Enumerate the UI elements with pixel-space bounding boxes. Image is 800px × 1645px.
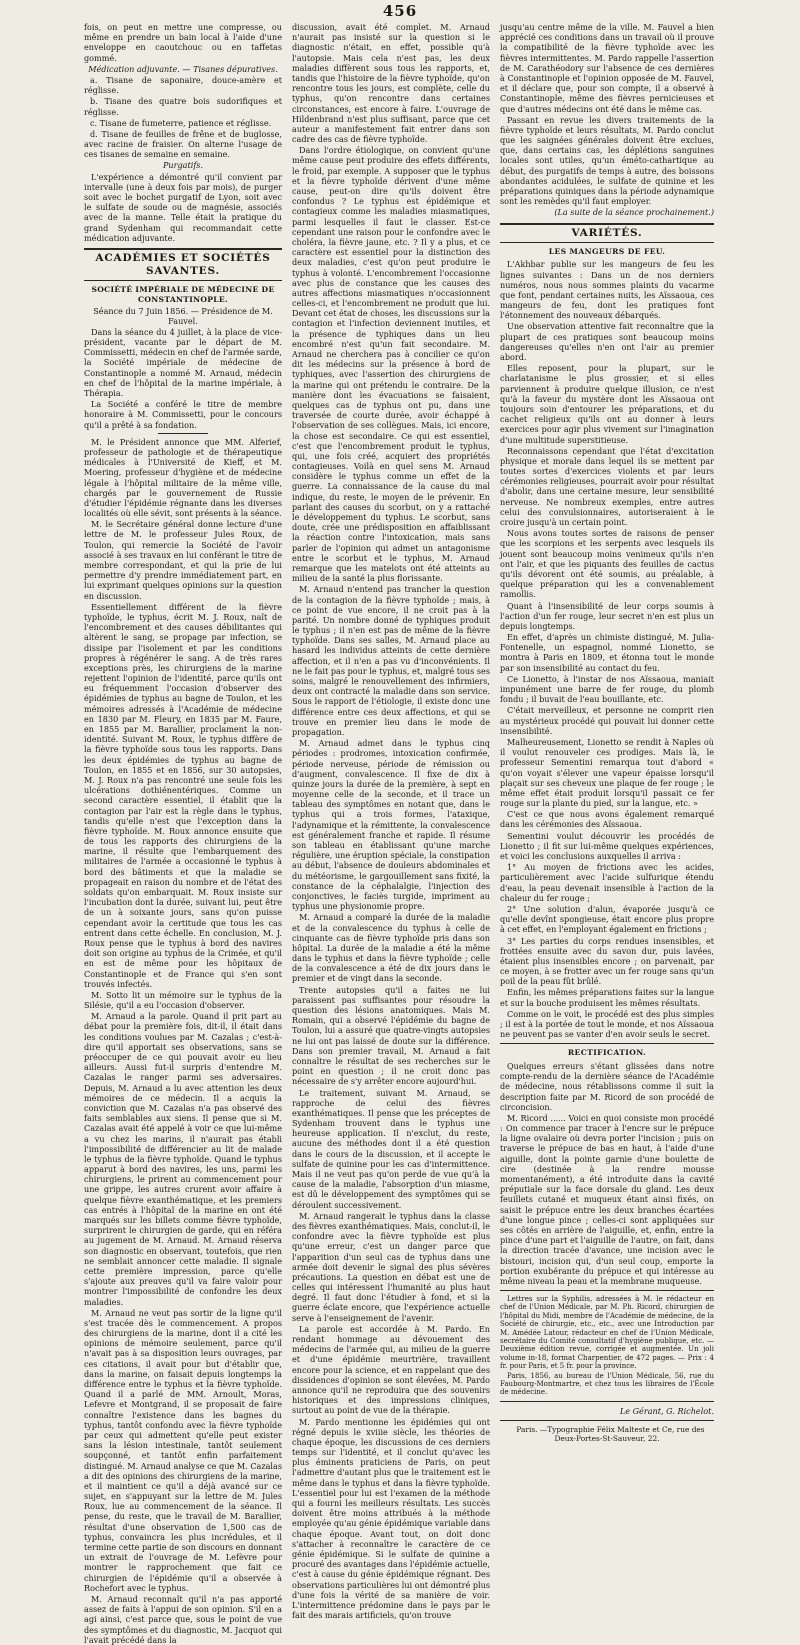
medication-heading: Médication adjuvante. — Tisanes dépuratives. [88, 63, 278, 74]
society-heading: SOCIÉTÉ IMPÉRIALE DE MÉDECINE DE CONSTANTINOPLE. [91, 285, 275, 304]
section-divider [84, 248, 282, 250]
body-paragraph: 1° Au moyen de frictions avec les acides, particulièrement avec l'acide sulfurique étendu d'eau, la peau devenait insensible à l'action de la chaleur du fer rouge ; [500, 862, 714, 903]
body-paragraph: Enfin, les mêmes préparations faites sur la langue et sur la bouche produisent les mêmes résultats. [500, 987, 714, 1008]
column-1 [84, 22, 282, 1645]
purgatifs-text: L'expérience a démontré qu'il convient par intervalle (une à deux fois par mois), de purger soit avec le bochet purgatif de Lyon, soit avec le sulfate de soude ou de magnésie, associés avec de la manne. Telle était la pratique du grand Sydenham qui recommandait cette médication adjuvante. [84, 171, 282, 243]
academies-heading: ACADÉMIES ET SOCIÉTÉS SAVANTES. [95, 251, 271, 278]
body-paragraph: Essentiellement différent de la fièvre typhoïde, le typhus, écrit M. J. Roux, naît de l'encombrement et des causes débilitantes qui altèrent le sang, se propage par infection, se dissipe par l'isolement et par les conditions propres à régénérer le sang. A de très rares exceptions près, les chirurgiens de la marine rejettent l'opinion de l'identité, parce qu'ils ont eu fréquemment l'occasion d'observer des épidémies de typhus au bagne de Toulon, et les mémoires adressés à l'Académie de médecine en 1830 par M. Fleury, en 1835 par M. Faure, en 1855 par M. Barallier, proclament la non-identité. Suivant M. Roux, le typhus diffère de la fièvre typhoïde sous tous les rapports. Dans les deux épidémies de typhus au bagne de Toulon, en 1855 et en 1856, sur 30 autopsies, M. J. Roux n'a pas rencontré une seule fois les ulcérations dothiénentériques. Comme un second caractère essentiel, il établit que la contagion par l'air est la règle dans le typhus, tandis qu'elle n'est que l'exception dans la fièvre typhoïde. M. Roux annonce ensuite que de tous les rapports des chirurgiens de la marine, il résulte que l'embarquement des militaires de l'armée a occasionné le typhus à bord des bâtiments et que la maladie se propageait en raison du nombre et de l'état des soldats qu'on embarquait. M. Roux insiste sur l'incubation dont la durée, suivant lui, peut être de un à soixante jours, sans qu'on puisse cependant avoir la certitude que tous les cas entrent dans cette échelle. En conclusion, M. J. Roux pense que le typhus à bord des navires doit son origine au typhus de la Crimée, et qu'il en est de même pour les hôpitaux de Constantinople et de France qui s'en sont trouvés infectés. [84, 601, 282, 989]
body-paragraph: Quelques erreurs s'étant glissées dans notre compte-rendu de la dernière séance de l'Académie de médecine, nous rétablissons comme il suit la description faite par M. Ricord de son procédé de circoncision. [500, 1060, 714, 1112]
body-paragraph: Quant à l'insensibilité de leur corps soumis à l'action d'un fer rouge, leur secret n'en est plus un depuis longtemps. [500, 600, 714, 631]
short-divider [158, 433, 208, 434]
intro-text: fois, on peut en mettre une compresse, ou même en prendre un bain local à l'aide d'une enveloppe en caoutchouc ou en taffetas gommé. [84, 22, 282, 63]
body-paragraph: L'Akhbar publie sur les mangeurs de feu les lignes suivantes : Dans un de nos derniers numéros, nous nous sommes plaints du vacarme que font, pendant certaines nuits, les Aïssaoua, ces mangeurs de feu, dont les pratiques font l'étonnement des nouveaux débarqués. [500, 259, 714, 321]
purgatifs-heading: Purgatifs. [162, 160, 204, 171]
body-paragraph: C'était merveilleux, et personne ne comprit rien au mystérieux procédé qui pouvait lui donner cette insensibilité. [500, 705, 714, 736]
body-paragraph: M. le Président annonce que MM. Alferief, professeur de pathologie et de thérapeutique médicales à l'Université de Kieff, et M. Moering, professeur d'hygiène et de médecine légale à l'hôpital militaire de la même ville, chargés par le gouvernement de Russie d'étudier l'épidémie régnante dans les diverses localités où elle sévit, sont présents à la séance. [84, 436, 282, 519]
body-paragraph: M. Arnaud reconnaît qu'il n'a pas apporté assez de faits à l'appui de son opinion. S'il en a agi ainsi, c'est parce que, sous le point de vue des symptômes et du diagnostic, M. Jacquot qui l'avait précédé dans la [84, 1593, 282, 1645]
body-paragraph: Le traitement, suivant M. Arnaud, se rapproche de celui des fièvres exanthématiques. Il pense que les préceptes de Sydenham trouvent dans le typhus une heureuse application. Il n'exclut, du reste, aucune des méthodes dont il a été question dans le cours de la discussion, et il accepte le sulfate de quinine pour les cas d'intermittence. Mais il ne veut pas qu'on perde de vue qu'à la cause de la maladie, l'absorption d'un miasme, est dû le développement des symptômes qui se déroulent successivement. [292, 1087, 490, 1210]
body-paragraph: Reconnaissons cependant que l'état d'excitation physique et morale dans lequel ils se mettent par toutes sortes d'exercices violents et par leurs cérémonies religieuses, pourrait avoir pour résultat d'abolir, dans une certaine mesure, leur sensibilité nerveuse. Ne nombreux exemples, entre autres celui des convulsionnaires, autoriseraient à le croire jusqu'à un certain point. [500, 445, 714, 528]
body-paragraph: M. Arnaud n'entend pas trancher la question de la contagion de la fièvre typhoïde ; mais, à ce point de vue encore, il ne croit pas à la parité. Un nombre donné de typhiques produit le typhus ; il n'en est pas de même de la fièvre typhoïde. Dans ses salles, M. Arnaud place au hasard les individus atteints de cette dernière affection, et il n'en a pas vu d'inconvénients. Il ne le fait pas pour le typhus, et, malgré tous ses soins, malgré le renouvellement des infirmiers, deux ont contracté la maladie dans son service. Sous le rapport de l'étiologie, il existe donc une différence entre ces deux affections, et qui se trouve en premier lieu dans le mode de propagation. [292, 584, 490, 737]
body-paragraph: M. Arnaud a comparé la durée de la maladie et de la convalescence du typhus à celle de cinquante cas de fièvre typhoïde pris dans son hôpital. La durée de la maladie a été la même dans le typhus et dans la fièvre typhoïde ; celle de la convalescence a été de dix jours dans le premier et de vingt dans la seconde. [292, 912, 490, 984]
tisane-item: a. Tisane de saponaire, douce-amère et réglisse. [84, 74, 282, 96]
section-divider [500, 1420, 714, 1421]
body-paragraph: 2° Une solution d'alun, évaporée jusqu'à ce qu'elle devînt spongieuse, était encore plus propre à cet effet, en l'employant également en frictions ; [500, 903, 714, 935]
body-paragraph: discussion, avait été complet. M. Arnaud n'aurait pas insisté sur la question si le diagnostic n'était, en effet, possible qu'à l'autopsie. Mais cela n'est pas, les deux maladies diffèrent sous tous les rapports, et, tandis que l'histoire de la fièvre typhoïde, qu'on rencontre tous les jours, est complète, celle du typhus, qu'on rencontre dans certaines circonstances, est encore à faire. L'ouvrage de Hildenbrand n'est plus suffisant, parce que cet auteur a manifestement fait entrer dans son cadre des cas de fièvre typhoïde. [292, 22, 490, 145]
body-paragraph: Elles reposent, pour la plupart, sur le charlatanisme le plus grossier, et si elles parviennent à produire quelque illusion, ce n'est qu'à la faveur du mystère dont les Aïssaoua ont toujours soin d'entourer les préparations, et du cachet religieux qu'ils ont au donner à leurs exercices pour agir plus vivement sur l'imagination d'une multitude superstitieuse. [500, 363, 714, 445]
book-notice: Lettres sur la Syphilis, adressées à M. le rédacteur en chef de l'Union Médicale, par M. Ph. Ricord, chirurgien de l'hôpital du Midi, membre de l'Académie de médecine, de la Société de chirurgie, etc., etc., avec une Introduction par M. Amédée Latour, rédacteur en chef de l'Union Médicale, secrétaire du Comité consultatif d'hygiène publique, etc. — Deuxième édition revue, corrigée et augmentée. Un joli volume in-18, format Charpentier, de 472 pages. — Prix : 4 fr. pour Paris, et 5 fr. pour la province. [500, 1295, 714, 1371]
body-paragraph: M. Sotto lit un mémoire sur le typhus de la Silésie, qu'il a eu l'occasion d'observer. [84, 989, 282, 1011]
tisane-item: c. Tisane de fumeterre, patience et réglisse. [90, 117, 272, 128]
column-3 [500, 22, 714, 1444]
section-divider [500, 242, 714, 243]
body-paragraph: Comme on le voit, le procédé est des plus simples ; il est à la portée de tout le monde, et nos Aïssaoua ne peuvent pas se vanter d'en avoir seuls le secret. [500, 1008, 714, 1040]
body-paragraph: 3° Les parties du corps rendues insensibles, et frottées ensuite avec du savon dur, puis lavées, étaient plus insensibles encore ; on parvenait, par ce moyen, à se frotter avec un fer rouge sans qu'un poil de la peau fût brûlé. [500, 935, 714, 987]
body-paragraph: C'est ce que nous avons également remarqué dans les cérémonies des Aïssaoua. [500, 809, 714, 830]
column-2 [292, 22, 490, 1621]
section-divider [500, 1043, 714, 1044]
tisane-item: b. Tisane des quatre bois sudorifiques et réglisse. [84, 96, 282, 117]
body-paragraph: Dans l'ordre étiologique, on convient qu'une même cause peut produire des effets différents, le froid, par exemple. A supposer que le typhus et la fièvre typhoïde dérivent d'une même cause, peut-on dire qu'ils doivent être confondus ? Le typhus est épidémique et contagieux comme les maladies miasmatiques, parmi lesquelles il faut le classer. Est-ce cependant une raison pour le confondre avec le choléra, la fièvre jaune, etc. ? Il y a plus, et ce caractère est essentiel pour la distinction des deux maladies, c'est qu'on peut produire le typhus à volonté. L'encombrement l'occasionne avec plus de constance que les causes des autres affections miasmatiques n'occasionnent celles-ci, et l'encombrement ne produit que lui. Devant cet état de choses, les discussions sur la contagion et l'infection deviennent inutiles, et la présence de typhiques dans un lieu encombré n'est qu'un fait secondaire. M. Arnaud ne cherchera pas à concilier ce qu'on dit les médecins sur la présence à bord de typhiques, avec l'assertion des chirurgiens de la marine qui ont prétendu le contraire. De la manière dont les évacuations se faisaient, quelques cas de typhus ont pu, dans une traversée de courte durée, avoir échappé à l'observation de ses collègues. Mais, ici encore, la chose est secondaire. Ce qui est essentiel, c'est que l'encombrement produit le typhus, qui, une fois créé, acquiert des propriétés contagieuses. Voilà en quel sens M. Arnaud considère le typhus comme un effet de la guerre. La connaissance de la cause du mal indique, du reste, le moyen de le prévenir. En parlant des causes du scorbut, on y a rattaché le développement du typhus. Le scorbut, sans doute, crée une prédisposition en affaiblissant la réaction contre l'intoxication, mais sans parler de l'opinion qui admet un antagonisme entre le scorbut et le typhus, M. Arnaud remarque que les matelots ont été atteints au milieu de la santé la plus florissante. [292, 145, 490, 584]
body-paragraph: Malheureusement, Lionetto se rendit à Naples où il voulut renouveler ces prodiges. Mais là, le professeur Sementini remarqua tout d'abord « qu'on voyait s'élever une vapeur épaisse lorsqu'il plaçait sur ses cheveux une plaque de fer rouge ; le même effet était produit lorsqu'il passait ce fer rouge sur la plante du pied, sur la langue, etc. » [500, 736, 714, 809]
body-paragraph: La Société a conféré le titre de membre honoraire à M. Commissetti, pour le concours qu'il a prêté à sa fondation. [84, 399, 282, 430]
body-paragraph: M. Arnaud ne veut pas sortir de la ligne qu'il s'est tracée dès le commencement. A propos des chirurgiens de la marine, dont il a cité les opinions de mémoire seulement, parce qu'il n'avait pas à sa disposition leurs ouvrages, par ces citations, il avait pour but d'établir que, dans la marine, on faisait depuis longtemps la différence entre le typhus et la fièvre typhoïde. Quand il a parlé de MM. Arnoult, Moras, Lefevre et Montgrand, il se proposait de faire connaître l'existence dans les bagnes du typhus, tantôt confondu avec la fièvre typhoïde par ceux qui admettent qu'elle peut exister sans la lésion intestinale, tantôt seulement soupçonné, et tantôt enfin parfaitement distingué. M. Arnaud analyse ce que M. Cazalas a dit des opinions des chirurgiens de la marine, et il maintient ce qu'il a déjà avancé sur ce sujet, en s'appuyant sur la lettre de M. Jules Roux, lue au commencement de la séance. Il pense, du reste, que le travail de M. Barallier, résultat d'une observation de 1,500 cas de typhus, convaincra les plus incrédules, et il termine cette partie de son discours en donnant un extrait de l'ouvrage de M. Lefèvre pour montrer le rapprochement que fait ce chirurgien de l'épidémie qu'il a observée à Rochefort avec le typhus. [84, 1307, 282, 1593]
body-paragraph: Une observation attentive fait reconnaître que la plupart de ces pratiques sont beaucoup moins dangereuses qu'elles n'en ont l'air au premier abord. [500, 321, 714, 363]
body-paragraph: jusqu'au centre même de la ville. M. Fauvel a bien apprécié ces conditions dans un travail où il prouve la compatibilité de la fièvre typhoïde avec les fièvres intermittentes. M. Pardo rappelle l'assertion de M. Carathéodory sur l'absence de ces dernières à Constantinople et l'opinion opposée de M. Fauvel, et il déclare que, pour son compte, il a observé à Constantinople, même des fièvres pernicieuses et que d'autres médecins ont été dans le même cas. [500, 22, 714, 114]
varietes-heading: VARIÉTÉS. [571, 226, 643, 239]
section-divider [500, 1290, 714, 1291]
mangeurs-heading: LES MANGEURS DE FEU. [548, 246, 666, 256]
rectification-heading: RECTIFICATION. [567, 1048, 647, 1058]
section-divider [500, 223, 714, 225]
body-paragraph: M. le Secrétaire général donne lecture d'une lettre de M. le professeur Jules Roux, de Toulon, qui remercie la Société de l'avoir associé à ses travaux en lui conférant le titre de membre correspondant, et qui la prie de lui permettre d'y prendre immédiatement part, en lui exprimant quelques opinions sur la question en discussion. [84, 519, 282, 601]
continuation-note: (La suite de la séance prochainement.) [554, 207, 714, 218]
section-divider [84, 280, 282, 281]
body-paragraph: En effet, d'après un chimiste distingué, M. Julia-Fontenelle, un espagnol, nommé Lionetto, se montra à Paris en 1809, et étonna tout le monde par son insensibilité au contact du feu. [500, 632, 714, 673]
book-notice-address: Paris, 1856, au bureau de l'Union Médicale, 56, rue du Faubourg-Montmartre, et chez tous les libraires de l'École de médecine. [500, 1371, 714, 1397]
body-paragraph: M. Ricord ...... Voici en quoi consiste mon procédé : On commence par tracer à l'encre sur le prépuce la ligne ovalaire où devra porter l'incision ; puis on traverse le prépuce de bas en haut, à l'aide d'une aiguille, dont la pointe garnie d'une boulette de cire (destinée à la rendre mousse momentanément), a été introduite dans la cavité préputiale sur la face dorsale du gland. Les deux feuillets cutané et muqueux étant ainsi fixés, on saisit le prépuce entre les deux branches écartées d'une longue pince ; celles-ci sont appliquées sur ses côtés en arrière de l'aiguille, et, enfin, entre la pince d'une part et l'aiguille de l'autre, on fait, dans la direction tracée d'avance, une incision avec le bistouri, incision qui, d'un seul coup, emporte la portion exubérante du prépuce et qui intéresse au même niveau la peau et la membrane muqueuse. [500, 1112, 714, 1286]
tisane-list [84, 75, 282, 160]
body-paragraph: M. Arnaud admet dans le typhus cinq périodes : prodromes, intoxication confirmée, période nerveuse, période de rémission ou d'augment, convalescence. Il fixe de dix à quinze jours la durée de la première, à sept en moyenne celle de la seconde, et il trace un tableau des symptômes en notant que, dans le typhus qui a trois formes, l'ataxique, l'adynamique et la rémittente, la convalescence est généralement franche et rapide. Il résume son tableau en établissant qu'une marche régulière, une éruption spéciale, la constipation au début, l'absence de douleurs abdominales et du météorisme, le gargouillement sans fixité, la constance de la céphalalgie, l'injection des conjonctives, le faciès turgide, impriment au typhus une physionomie propre. [292, 738, 490, 912]
body-paragraph: Nous avons toutes sortes de raisons de penser que les scorpions et les serpents avec lesquels ils jouent sont beaucoup moins venimeux qu'ils n'en ont l'air, et que les piquants des feuilles de cactus qu'ils dévorent ont été soumis, au préalable, à quelque préparation qui les a convenablement ramollis. [500, 528, 714, 600]
printer-imprint: Paris. —Typographie Félix Malteste et Ce, rue des Deux-Portes-St-Sauveur, 22. [516, 1424, 705, 1444]
body-paragraph: M. Arnaud a la parole. Quand il prit part au débat pour la première fois, dit-il, il était dans les conditions voulues par M. Cazalas ; c'est-à-dire qu'il apportait ses observations, sans se préoccuper de ce qui pouvait avoir eu lieu ailleurs. Aussi fut-il surpris d'entendre M. Cazalas le ranger parmi ses adversaires. Depuis, M. Arnaud a lu avec attention les deux mémoires de ce médecin. Il a acquis la conviction que M. Cazalas n'a pas observé des faits semblables aux siens. Il pense que si M. Cazalas avait été appelé à voir ce que lui-même a vu chez les marins, il n'aurait pas établi l'impossibilité de différencier au lit de malade le typhus de la fièvre typhoïde. Quand le typhus apparut à bord des navires, les uns, parmi les chirurgiens, le prirent au commencement pour une grippe, les autres crurent avoir affaire à quelque fièvre exanthématique, et les premiers cas entrés à l'hôpital de la marine en ont été marqués sur les billets comme fièvre typhoïde, surprirent le chirurgien de garde, qui en référa au jugement de M. Arnaud. M. Arnaud réserva son diagnostic en observant, toutefois, que rien ne semblait annoncer cette maladie. Il signale cette première impression, parce qu'elle s'ajoute aux preuves qu'il va faire valoir pour montrer l'impossibilité de confondre les deux maladies. [84, 1011, 282, 1307]
body-paragraph: M. Pardo mentionne les épidémies qui ont régné depuis le xviiie siècle, les théories de chaque époque, les discussions de ces derniers temps sur l'identité, et il conclut qu'avec les plus éminents praticiens de Paris, on peut l'admettre d'autant plus que le traitement est le même dans le typhus et dans la fièvre typhoïde. L'essentiel pour lui est l'examen de la méthode qui a fourni les meilleurs résultats. Les succès doivent être moins attribués à la méthode employée qu'au génie épidémique variable dans chaque époque. Avant tout, on doit donc s'attacher à reconnaître le caractère de ce génie épidémique. Si le sulfate de quinine a procuré des avantages dans l'épidémie actuelle, c'est à cause du génie épidémique régnant. Des observations particulières lui ont démontré plus d'une fois la vérité de sa manière de voir. L'intermittence prédomine dans le pays par le fait des marais artificiels, qu'on trouve [292, 1416, 490, 1621]
seance-line: Séance du 7 Juin 1856. — Présidence de M. Fauvel. [93, 305, 273, 326]
body-paragraph: Ce Lionetto, à l'instar de nos Aïssaoua, maniait impunément une barre de fer rouge, du plomb fondu ; il buvait de l'eau bouillante, etc. [500, 673, 714, 705]
page-number: 456 [382, 2, 418, 20]
tisane-item: d. Tisane de feuilles de frêne et de buglosse, avec racine de fraisier. On alterne l'usage de ces tisanes de semaine en semaine. [84, 128, 282, 160]
body-paragraph: La parole est accordée à M. Pardo. En rendant hommage au dévouement des médecins de l'armée qui, au milieu de la guerre et d'une épidémie meurtrière, travaillent encore pour la science, et en rappelant que des dissidences d'opinion se sont élevées, M. Pardo annonce qu'il ne reproduira que des souvenirs historiques et des impressions cliniques, surtout au point de vue de la thérapie. [292, 1323, 490, 1416]
body-paragraph: M. Arnaud rangerait le typhus dans la classe des fièvres exanthématiques. Mais, conclut-il, le confondre avec la fièvre typhoïde est plus qu'une erreur, c'est un danger parce que l'apparition d'un seul cas de typhus dans une armée doit devenir le signal des plus sévères précautions. La question en débat est une de celles qui intéressent l'humanité au plus haut degré. Il faut donc l'étudier à fond, et si la guerre éclate encore, que l'expérience actuelle serve à l'enseignement de l'avenir. [292, 1210, 490, 1323]
body-paragraph: Passant en revue les divers traitements de la fièvre typhoïde et leurs résultats, M. Pardo conclut que les saignées générales doivent être exclues, que, dans certains cas, les déplétions sanguines locales sont utiles, qu'un éméto-cathartique au début, des purgatifs de temps à autre, des boissons abondantes acidulées, le sulfate de quinine et les préparations quiniques dans la période adynamique sont les remèdes qu'il faut employer. [500, 114, 714, 207]
gerant-signature: Le Gérant, G. Richelot. [619, 1405, 714, 1416]
body-paragraph: Sementini voulut découvrir les procédés de Lionetto ; il fit sur lui-même quelques expériences, et voici les conclusions auxquelles il arriva : [500, 830, 714, 862]
body-paragraph: Dans la séance du 4 juillet, à la place de vice-président, vacante par le départ de M. Commissetti, médecin en chef de l'armée sarde, la Société impériale de médecine de Constantinople a nommé M. Arnaud, médecin en chef de l'hôpital de la marine impériale, à Thérapia. [84, 326, 282, 398]
body-paragraph: Trente autopsies qu'il a faites ne lui paraissent pas suffisantes pour résoudre la question des lésions anatomiques. Mais M. Romain, qui a observé l'épidémie du bagne de Toulon, lui a assuré que quatre-vingts autopsies ne lui ont pas laissé de doute sur la différence. Dans son premier travail, M. Arnaud a fait connaître le résultat de ses recherches sur le point en question ; il ne croit donc pas nécessaire de s'y arrêter encore aujourd'hui. [292, 984, 490, 1087]
section-divider [500, 1401, 714, 1402]
